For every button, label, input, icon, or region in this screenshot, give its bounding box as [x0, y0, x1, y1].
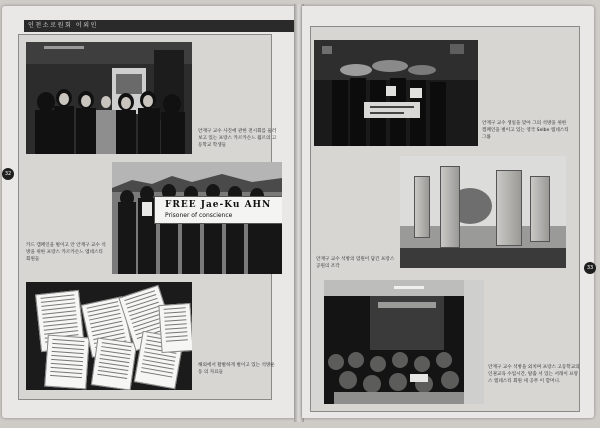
protest-banner — [154, 196, 282, 224]
photo-students-exhibition — [26, 42, 192, 154]
page-number-left: 32 — [2, 168, 14, 180]
photo-campaign-documents — [26, 282, 192, 390]
page-number-right: 33 — [584, 262, 596, 274]
page-header-title: 인천소로원회 이외인 — [28, 22, 99, 29]
photo-classroom-image — [314, 280, 484, 404]
caption-park-sculpture: 안재구 교수 석방의 염원이 담긴 프랑스 공원의 조각 — [316, 257, 395, 269]
sculpture-stele — [530, 176, 550, 242]
photo-park-sculpture — [400, 156, 566, 268]
right-page — [302, 6, 594, 418]
photo-students-exhibition-image — [26, 42, 192, 154]
sculpture-stele — [414, 176, 430, 238]
photo-selby-vigil-image — [314, 40, 478, 146]
left-page — [2, 6, 296, 418]
caption-amnesty-banner: 카드 캠페인을 벌이고 안 안재구 교수 석방을 위한 프랑스 카르카손느 엠네스티 회원들 — [26, 243, 106, 262]
banner-line-1: FREE Jae-Ku AHN — [165, 200, 272, 210]
caption-classroom: 안재구 교수 석방을 외치며 프랑스 고등학교의 인권교육 수업시간, 탈출 서 있는 서래이 프랑스 엠네스티 회원 세 공무 이 할머니. — [488, 365, 580, 384]
sculpture-stele — [496, 170, 522, 246]
photo-amnesty-banner — [112, 162, 282, 274]
document-sheet — [158, 303, 192, 353]
sculpture-stele — [440, 166, 460, 248]
caption-campaign-documents: 해외에서 활발하게 벌이고 있는 석방운동 의 자료들 — [198, 363, 275, 375]
document-sheet — [44, 335, 90, 390]
photo-selby-vigil — [314, 40, 478, 146]
caption-selby-vigil: 안재구 교수 생일을 맞아 그의 석방을 위한 캠페인을 벌이고 있는 영국 Selbe 엠네스티 그룹 — [482, 121, 569, 140]
photo-classroom — [314, 280, 484, 404]
document-sheet — [91, 337, 137, 390]
caption-students-exhibition: 안재구 교수 사진에 관한 전시회를 둘러 보고 있는 프랑스 카르카손느 월르의 고등학교 학생들 — [198, 129, 277, 148]
banner-line-2: Prisoner of conscience — [165, 212, 233, 219]
